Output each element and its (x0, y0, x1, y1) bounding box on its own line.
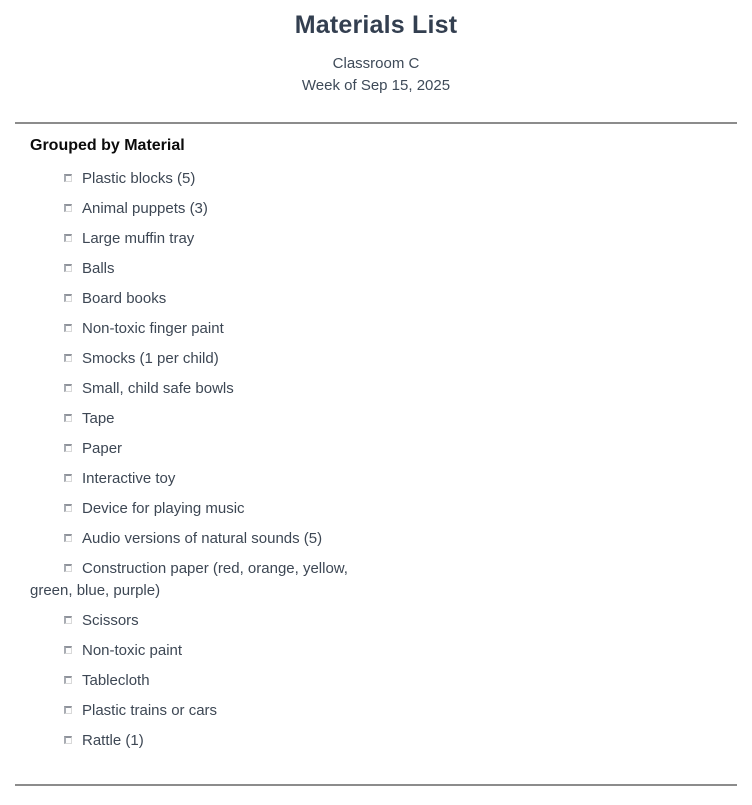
checkbox-icon[interactable] (64, 564, 72, 572)
material-label: Plastic trains or cars (82, 702, 218, 719)
list-item (30, 348, 380, 370)
list-item (30, 610, 380, 632)
checkbox-icon[interactable] (64, 414, 72, 422)
material-label: Construction paper (red, orange, yellow, green, blue, purple) (30, 560, 348, 599)
week-subtitle: Week of Sep 15, 2025 (301, 77, 451, 94)
checkbox-icon[interactable] (64, 234, 72, 242)
material-label: Non-toxic paint (82, 642, 183, 659)
checkbox-icon[interactable] (64, 736, 72, 744)
material-label: Balls (82, 260, 115, 277)
header (0, 0, 752, 97)
list-item (30, 318, 380, 340)
material-label: Interactive toy (82, 470, 176, 487)
material-label: Tablecloth (82, 672, 150, 689)
checkbox-icon[interactable] (64, 354, 72, 362)
checkbox-icon[interactable] (64, 324, 72, 332)
list-item (30, 408, 380, 430)
list-item (30, 700, 380, 722)
material-label: Non-toxic finger paint (82, 320, 224, 337)
page-title: Materials List (294, 11, 458, 39)
list-item (30, 730, 380, 752)
checkbox-icon[interactable] (64, 384, 72, 392)
checkbox-icon[interactable] (64, 646, 72, 654)
list-item (30, 558, 380, 602)
top-divider (15, 122, 737, 124)
checkbox-icon[interactable] (64, 676, 72, 684)
classroom-subtitle: Classroom C (332, 55, 420, 72)
list-item (30, 168, 380, 190)
list-item (30, 438, 380, 460)
material-label: Plastic blocks (5) (82, 170, 196, 187)
checkbox-icon[interactable] (64, 174, 72, 182)
material-label: Tape (82, 410, 115, 427)
checkbox-icon[interactable] (64, 706, 72, 714)
material-label: Paper (82, 440, 123, 457)
checkbox-icon[interactable] (64, 616, 72, 624)
list-item (30, 378, 380, 400)
checkbox-icon[interactable] (64, 504, 72, 512)
materials-list (30, 168, 380, 752)
material-label: Device for playing music (82, 500, 245, 517)
list-item (30, 640, 380, 662)
material-label: Rattle (1) (82, 732, 144, 749)
checkbox-icon[interactable] (64, 444, 72, 452)
material-label: Large muffin tray (82, 230, 195, 247)
checkbox-icon[interactable] (64, 294, 72, 302)
material-label: Audio versions of natural sounds (5) (82, 530, 323, 547)
list-item (30, 498, 380, 520)
list-item (30, 198, 380, 220)
material-label: Scissors (82, 612, 139, 629)
list-item (30, 228, 380, 250)
checkbox-icon[interactable] (64, 474, 72, 482)
section-heading: Grouped by Material (30, 137, 185, 154)
material-label: Animal puppets (3) (82, 200, 208, 217)
list-item (30, 528, 380, 550)
checkbox-icon[interactable] (64, 264, 72, 272)
list-item (30, 258, 380, 280)
material-label: Board books (82, 290, 167, 307)
checkbox-icon[interactable] (64, 204, 72, 212)
bottom-divider (15, 784, 737, 786)
grouped-by-material-section (0, 137, 752, 752)
list-item (30, 670, 380, 692)
material-label: Small, child safe bowls (82, 380, 234, 397)
list-item (30, 468, 380, 490)
list-item (30, 288, 380, 310)
material-label: Smocks (1 per child) (82, 350, 219, 367)
checkbox-icon[interactable] (64, 534, 72, 542)
